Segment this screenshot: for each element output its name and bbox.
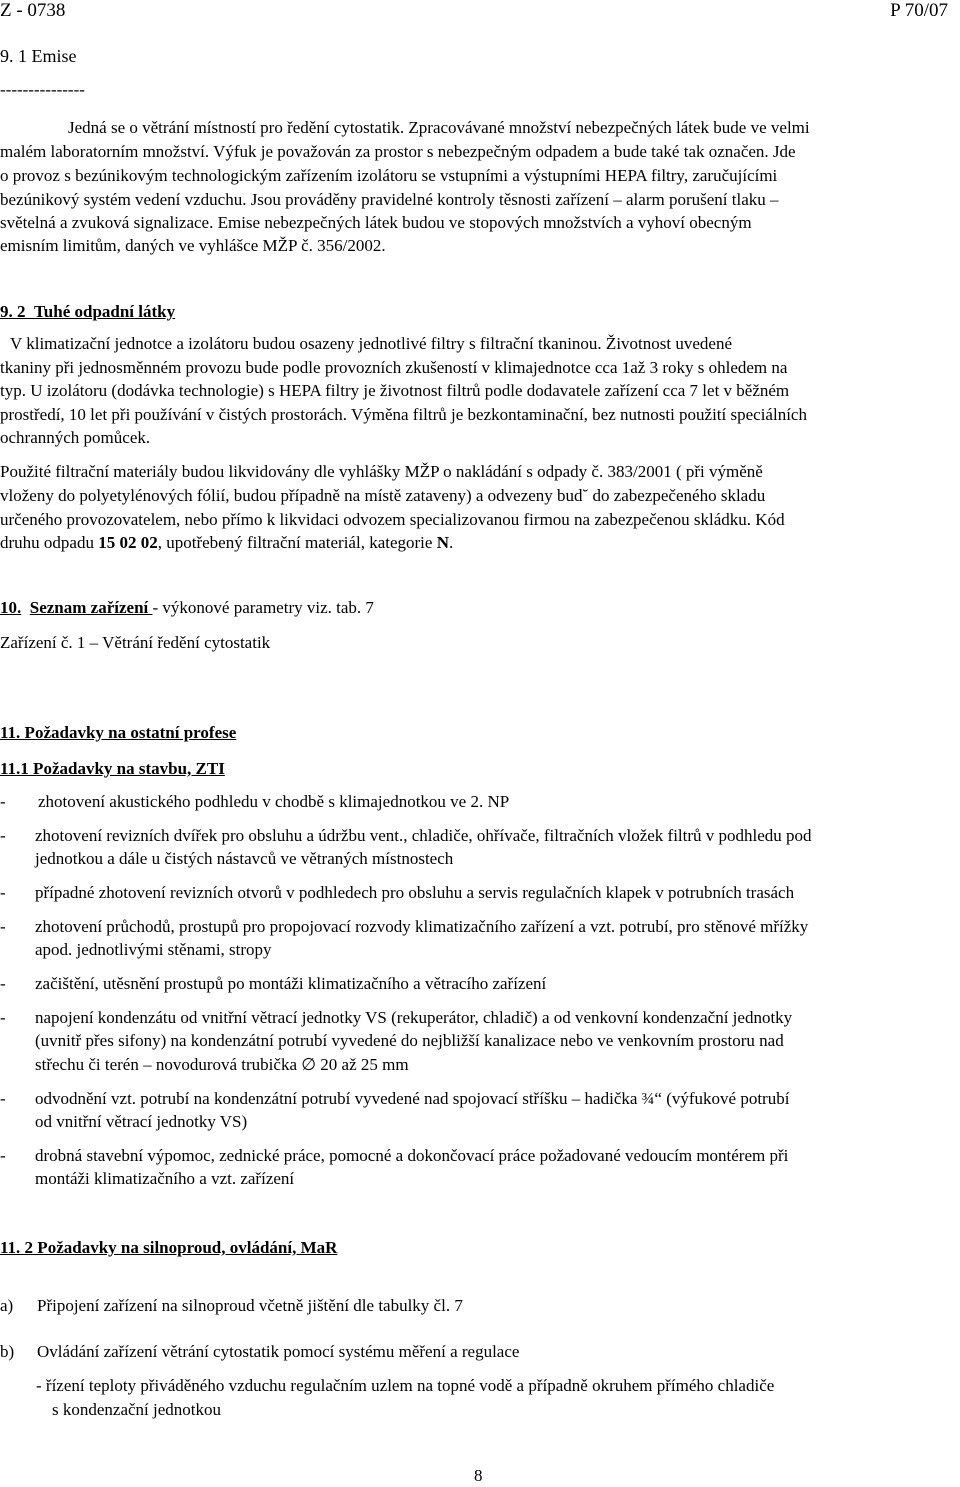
- list-item: zhotovení revizních dvířek pro obsluhu a údržbu vent., chladiče, ohřívače, filtračních vložek filtrů v podhledu pod: [35, 826, 812, 845]
- section-11-2-title: 11. 2 Požadavky na silnoproud, ovládání, MaR: [0, 1238, 338, 1257]
- section-9-2-number: 9. 2: [0, 302, 26, 321]
- text-fragment: druhu odpadu: [0, 533, 99, 552]
- list-item: napojení kondenzátu od vnitřní větrací jednotky VS (rekuperátor, chladič) a od venkovní kondenzační jednotky: [35, 1008, 793, 1027]
- list-bullet: -: [0, 1146, 6, 1165]
- header-right: P 70/07: [890, 0, 948, 21]
- item-b-text: Ovládání zařízení větrání cytostatik pomocí systému měření a regulace: [37, 1342, 520, 1361]
- waste-category: N: [436, 533, 449, 552]
- text-line: Jedná se o větrání místností pro ředění cytostatik. Zpracovávané množství nebezpečných látek bude ve velmi: [68, 118, 810, 137]
- section-9-1-title: 9. 1 Emise: [0, 46, 77, 66]
- text-line: [0, 533, 453, 553]
- section-10-label: Seznam zařízení: [29, 598, 153, 617]
- list-bullet: -: [0, 826, 6, 845]
- device-line: Zařízení č. 1 – Větrání ředění cytostatik: [0, 633, 271, 652]
- text-line: bezúnikový systém vedení vzduchu. Jsou prováděny pravidelné kontroly těsnosti zařízení – alarm porušení tlaku –: [0, 190, 779, 209]
- text-line: určeného provozovatelem, nebo přímo k likvidaci odvozem specializovanou firmou na zabezpečenou skládku. Kód: [0, 510, 785, 529]
- page-number: 8: [474, 1466, 483, 1485]
- list-item: drobná stavební výpomoc, zednické práce, pomocné a dokončovací práce požadované vedoucím montérem při: [35, 1146, 789, 1165]
- section-10-note: - výkonové parametry viz. tab. 7: [152, 598, 374, 617]
- text-fragment: .: [448, 533, 454, 552]
- list-item: zhotovení akustického podhledu v chodbě s klimajednotkou ve 2. NP: [38, 792, 510, 811]
- item-a-text: Připojení zařízení na silnoproud včetně jištění dle tabulky čl. 7: [37, 1296, 463, 1315]
- list-item-continuation: jednotkou a dále u čistých nástavců ve větraných místnostech: [35, 849, 454, 868]
- list-bullet: -: [0, 974, 6, 993]
- text-line: prostředí, 10 let při používání v čistých prostorách. Výměna filtrů je bezkontaminační, bez nutnosti použití speciálních: [0, 405, 807, 424]
- section-10-number: 10.: [0, 598, 22, 617]
- list-bullet: -: [0, 1008, 6, 1027]
- text-line: vloženy do polyetylénových fólií, budou případně na místě zataveny) a odvezeny bud˘ do zabezpečeného skladu: [0, 486, 766, 505]
- list-item-continuation: montáži klimatizačního a vzt. zařízení: [35, 1169, 295, 1188]
- waste-code: 15 02 02: [98, 533, 158, 552]
- section-11-title: 11. Požadavky na ostatní profese: [0, 723, 237, 742]
- list-item: začištění, utěsnění prostupů po montáži klimatizačního a větracího zařízení: [35, 974, 547, 993]
- item-a-label: a): [0, 1296, 14, 1315]
- text-fragment: , upotřebený filtrační materiál, kategorie: [157, 533, 437, 552]
- list-item: případné zhotovení revizních otvorů v podhledech pro obsluhu a servis regulačních klapek v potrubních trasách: [35, 883, 795, 902]
- text-line: emisním limitům, daných ve vyhlášce MŽP č. 356/2002.: [0, 236, 386, 255]
- section-9-2-title: [0, 302, 175, 322]
- text-line: malém laboratorním množství. Výfuk je považován za prostor s nebezpečným odpadem a bude také tak označen. Jde: [0, 142, 796, 161]
- list-bullet: -: [0, 1089, 6, 1108]
- item-b-label: b): [0, 1342, 15, 1361]
- section-11-1-title: 11.1 Požadavky na stavbu, ZTI: [0, 759, 225, 778]
- section-9-2-label: Tuhé odpadní látky: [34, 302, 176, 321]
- header-left: Z - 0738: [0, 0, 66, 21]
- text-line: ochranných pomůcek.: [0, 428, 151, 447]
- text-line: typ. U izolátoru (dodávka technologie) s HEPA filtry je životnost filtrů podle dodavatele zařízení cca 7 let v běžném: [0, 381, 790, 400]
- text-line: o provoz s bezúnikovým technologickým zařízením izolátoru se vstupními a výstupními HEPA filtry, zaručujícími: [0, 166, 778, 185]
- text-line: V klimatizační jednotce a izolátoru budou osazeny jednotlivé filtry s filtrační tkaninou. Životnost uvedené: [10, 334, 732, 353]
- list-item-continuation: apod. jednotlivými stěnami, stropy: [35, 940, 272, 959]
- text-line: světelná a zvuková signalizace. Emise nebezpečných látek budou ve stopových množstvích a vyhoví obecným: [0, 213, 752, 232]
- list-bullet: -: [0, 792, 6, 811]
- list-item-continuation: střechu či terén – novodurová trubička ∅ 20 až 25 mm: [35, 1055, 409, 1074]
- list-item-continuation: od vnitřní větrací jednotky VS): [35, 1112, 248, 1131]
- list-item: zhotovení průchodů, prostupů pro propojovací rozvody klimatizačního zařízení a vzt. potrubí, pro stěnové mřížky: [35, 917, 809, 936]
- list-item: odvodnění vzt. potrubí na kondenzátní potrubí vyvedené nad spojovací stříšku – hadička ¾“ (výfukové potrubí: [35, 1089, 790, 1108]
- item-b-subline: - řízení teploty přiváděného vzduchu regulačním uzlem na topné vodě a případně okruhem přímého chladiče: [36, 1376, 775, 1395]
- text-line: Použité filtrační materiály budou likvidovány dle vyhlášky MŽP o nakládání s odpady č. 383/2001 ( při výměně: [0, 462, 763, 481]
- text-line: tkaniny při jednosměnném provozu bude podle provozních zkušeností v klimajednotce cca 1až 3 roky s ohledem na: [0, 358, 788, 377]
- list-bullet: -: [0, 917, 6, 936]
- item-b-subline: s kondenzační jednotkou: [52, 1400, 222, 1419]
- list-item-continuation: (uvnitř přes sifony) na kondenzátní potrubí vyvedené do nejbližší kanalizace nebo ve venkovním prostoru nad: [35, 1031, 784, 1050]
- section-9-1-rule: ---------------: [0, 80, 85, 99]
- section-10-title: [0, 598, 374, 618]
- list-bullet: -: [0, 883, 6, 902]
